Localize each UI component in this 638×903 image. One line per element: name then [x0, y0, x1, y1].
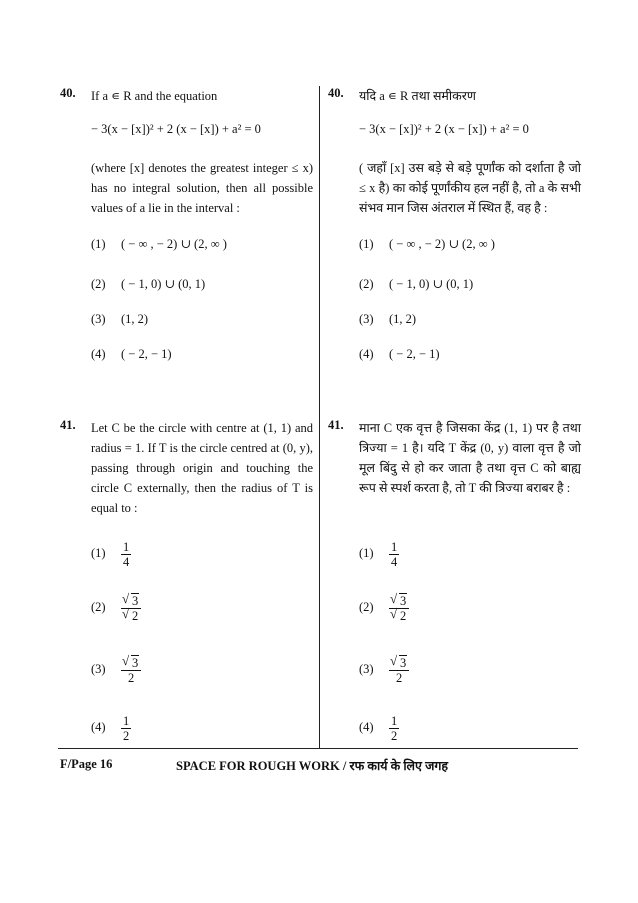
option-4[interactable]: (4) ( − 2, − 1) — [359, 347, 440, 361]
fraction: $\frac{1}{2}$ — [391, 714, 398, 743]
option-1[interactable]: (1) $\frac{1}{4}$ — [359, 540, 398, 569]
option-3[interactable]: (3) (1, 2) — [91, 312, 149, 326]
question-number: 40. — [328, 86, 344, 100]
fraction: √ 3 √ 2 — [389, 594, 409, 623]
fraction: $\frac{1}{4}$ — [391, 540, 398, 569]
option-2[interactable]: (2) ( − 1, 0) ∪ (0, 1) — [359, 277, 474, 291]
option-2[interactable]: (2) √ 3 √ 2 — [359, 594, 409, 623]
question-stem: If a ∊ R and the equation — [91, 89, 218, 103]
question-text: Let C be the circle with centre at (1, 1) and radius = 1. If T is the circle centred at (0, y), passing through origin and touching the circle C externally, then the radius of T is equal to : — [91, 421, 313, 515]
question-number: 41. — [328, 418, 344, 432]
option-3[interactable]: (3) √ $\frac{3}{2}$ — [91, 656, 141, 685]
equation: − 3(x − [x])² + 2 (x − [x]) + a² = 0 — [91, 122, 261, 136]
option-3[interactable]: (3) √ $\frac{3}{2}$ — [359, 656, 409, 685]
footer-rule — [58, 748, 578, 749]
option-1[interactable]: (1) ( − ∞ , − 2) ∪ (2, ∞ ) — [359, 237, 495, 251]
option-1[interactable]: (1) ( − ∞ , − 2) ∪ (2, ∞ ) — [91, 237, 227, 251]
option-3[interactable]: (3) (1, 2) — [359, 312, 417, 326]
fraction: √ $\frac{3}{2}$ — [121, 656, 141, 685]
option-2[interactable]: (2) ( − 1, 0) ∪ (0, 1) — [91, 277, 206, 291]
option-4[interactable]: (4) $\frac{1}{2}$ — [91, 714, 130, 743]
question-stem: यदि a ∊ R तथा समीकरण — [359, 89, 476, 103]
question-text: माना C एक वृत्त है जिसका केंद्र (1, 1) पर है तथा त्रिज्या = 1 है। यदि T केंद्र (0, y) वाला वृत्त है जो मूल बिंदु से हो कर जाता है तथा वृत्त C को बाह्य रूप से स्पर्श करता है, तो T की त्रिज्या बराबर है : — [359, 421, 581, 495]
fraction: √ $\frac{3}{2}$ — [389, 656, 409, 685]
fraction: $\frac{1}{4}$ — [123, 540, 130, 569]
question-number: 40. — [60, 86, 76, 100]
option-4[interactable]: (4) $\frac{1}{2}$ — [359, 714, 398, 743]
page-number: F/Page 16 — [60, 757, 113, 771]
rough-work-label: SPACE FOR ROUGH WORK / रफ कार्य के लिए जगह — [176, 759, 449, 773]
question-text: (where [x] denotes the greatest integer ≤ x) has no integral solution, then all possible values of a lie in the interval : — [91, 161, 313, 215]
option-2[interactable]: (2) √ 3 √ 2 — [91, 594, 141, 623]
option-1[interactable]: (1) $\frac{1}{4}$ — [91, 540, 130, 569]
equation: − 3(x − [x])² + 2 (x − [x]) + a² = 0 — [359, 122, 529, 136]
option-4[interactable]: (4) ( − 2, − 1) — [91, 347, 172, 361]
question-text: ( जहाँ [x] उस बड़े से बड़े पूर्णांक को दर्शाता है जो ≤ x है) का कोई पूर्णांकीय हल नहीं है, तो a के सभी संभव मान जिस अंतराल में स्थित हैं, वह है : — [359, 161, 581, 215]
fraction: $\frac{1}{2}$ — [123, 714, 130, 743]
question-number: 41. — [60, 418, 76, 432]
fraction: √ 3 √ 2 — [121, 594, 141, 623]
column-divider — [319, 86, 320, 748]
